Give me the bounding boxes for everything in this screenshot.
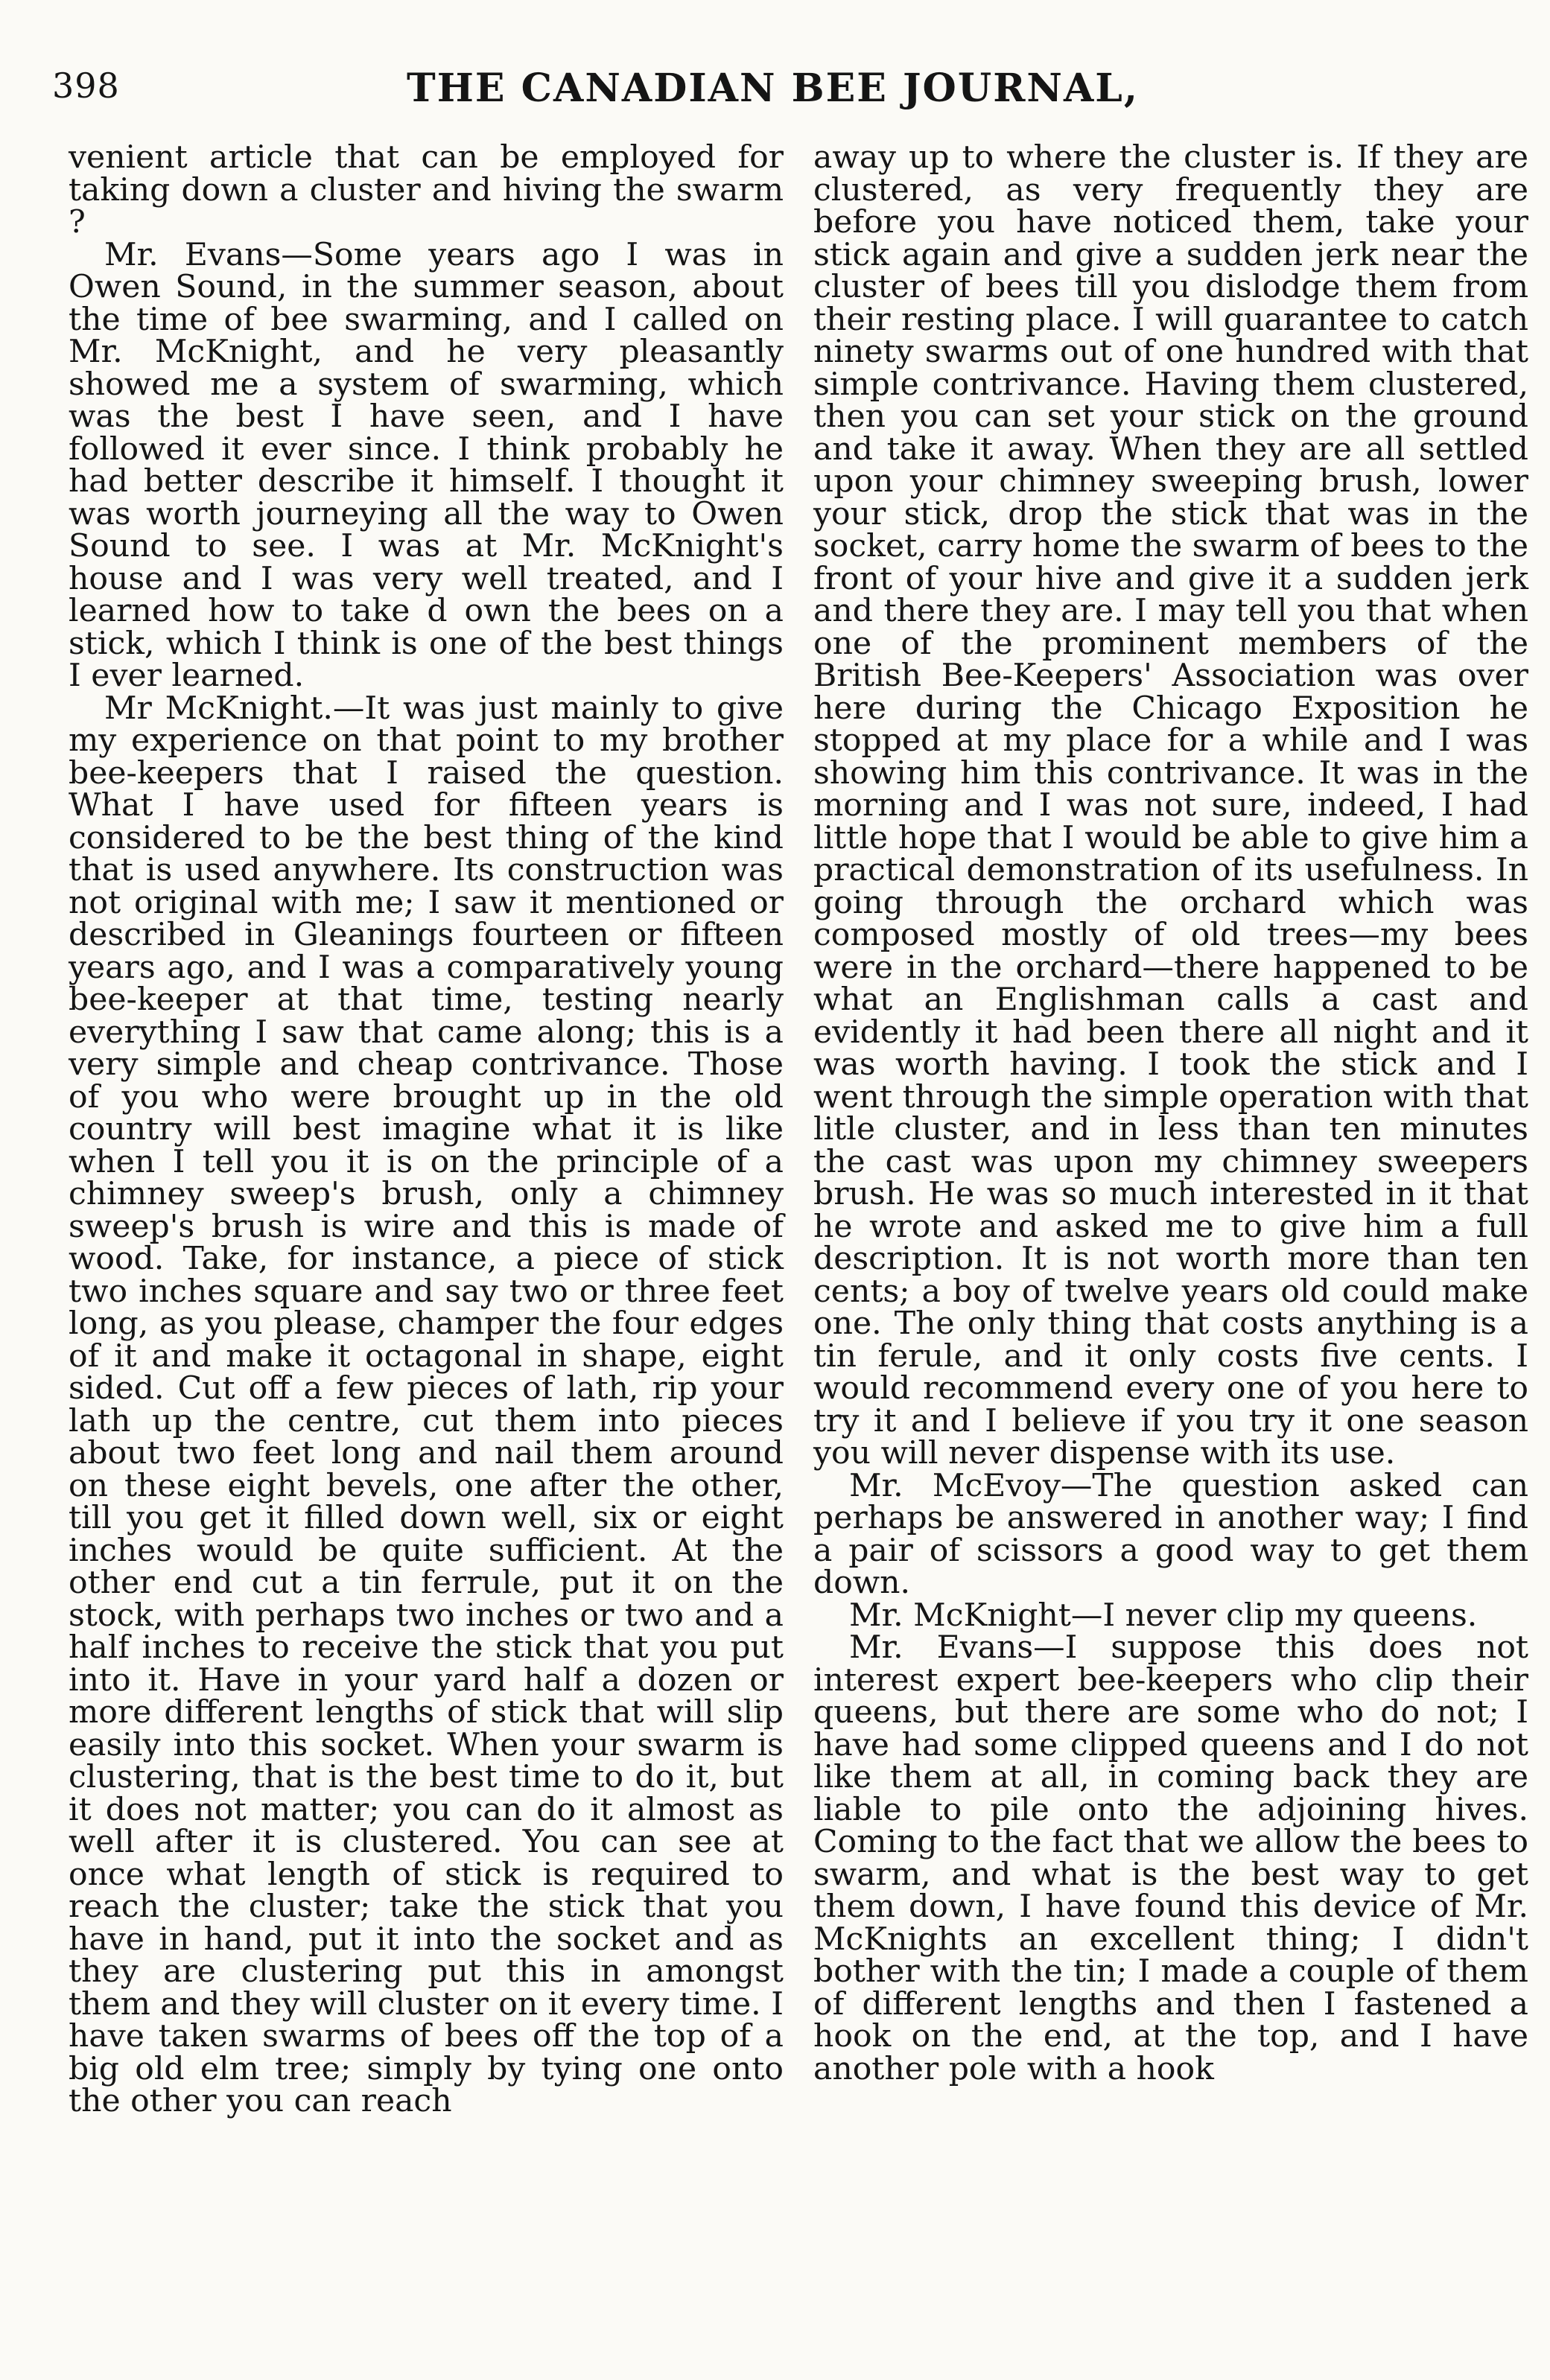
paragraph: Mr. Evans—Some years ago I was in Owen Sound, in the summer season, about the time of bee swarming, and I called on Mr. McKnight, and he very pleasantly showed me a system of swarming, which was the best I have seen, and I have followed it ever since. I think probably he had better describe it himself. I thought it was worth journeying all the way to Owen Sound to see. I was at Mr. McKnight's house and I was very well treated, and I learned how to take d own the bees on a stick, which I think is one of the best things I ever learned. <box>69 236 784 694</box>
paragraph: Mr McKnight.—It was just mainly to give my experience on that point to my brother bee-keepers that I raised the question. What I have used for fifteen years is considered to be the best thing of the kind that is used anywhere. Its construction was not original with me; I saw it mentioned or described in Gleanings fourteen or fifteen years ago, and I was a comparatively young bee-keeper at that time, testing nearly everything I saw that came along; this is a very simple and cheap contrivance. Those of you who were brought up in the old country will best imagine what it is like when I tell you it is on the principle of a chimney sweep's brush, only a chimney sweep's brush is wire and this is made of wood. Take, for instance, a piece of stick two inches square and say two or three feet long, as you please, champer the four edges of it and make it octagonal in shape, eight sided. Cut off a few pieces of lath, rip your lath up the centre, cut them into pieces about two feet long and nail them around on these eight bevels, one after the other, till you get it filled down well, six or eight inches would be quite sufficient. At the other end cut a tin ferrule, put it on the stock, with perhaps two inches or two and a half inches to receive the stick that you put into it. Have in your yard half a dozen or more different lengths of stick that will slip easily into this socket. When your swarm is clustering, that is the best time to do it, but it does not matter; you can do it almost as well after it is clustered. You can see at once what length of stick is required to reach the cluster; take the stick that you have in hand, put it into the socket and as they are clustering put this in amongst them and they will cluster on it every time. I have taken swarms of bees off the top of a big old elm tree; simply by tying one onto the other you can reach <box>69 690 784 2119</box>
page-header <box>52 66 1493 118</box>
journal-title: THE CANADIAN BEE JOURNAL, <box>407 66 1139 111</box>
paragraph: Mr. McKnight—I never clip my queens. <box>849 1597 1478 1634</box>
paragraph: venient article that can be employed for taking down a cluster and hiving the swarm ? <box>69 139 784 241</box>
page-number: 398 <box>52 66 120 106</box>
paragraph: Mr. Evans—I suppose this does not interest expert bee-keepers who clip their queens, but there are some who do not; I have had some clipped queens and I do not like them at all, in coming back they are liable to pile onto the adjoining hives. Coming to the fact that we allow the bees to swarm, and what is the best way to get them down, I have found this device of Mr. McKnights an excellent thing; I didn't bother with the tin; I made a couple of them of different lengths and then I fastened a hook on the end, at the top, and I have another pole with a hook <box>813 1629 1528 2087</box>
right-column <box>813 141 1528 2085</box>
paragraph: Mr. McEvoy—The question asked can perhaps be answered in another way; I find a pair of scissors a good way to get them down. <box>813 1467 1528 1601</box>
paragraph: away up to where the cluster is. If they are clustered, as very frequently they are before you have noticed them, take your stick again and give a sudden jerk near the cluster of bees till you dislodge them from their resting place. I will guarantee to catch ninety swarms out of one hundred with that simple contrivance. Having them clustered, then you can set your stick on the ground and take it away. When they are all settled upon your chimney sweeping brush, lower your stick, drop the stick that was in the socket, carry home the swarm of bees to the front of your hive and give it a sudden jerk and there they are. I may tell you that when one of the prominent members of the British Bee-Keepers' Association was over here during the Chicago Exposition he stopped at my place for a while and I was showing him this contrivance. It was in the morning and I was not sure, indeed, I had little hope that I would be able to give him a practical demonstration of its usefulness. In going through the orchard which was composed mostly of old trees—my bees were in the orchard—there happened to be what an Englishman calls a cast and evidently it had been there all night and it was worth having. I took the stick and I went through the simple operation with that litle cluster, and in less than ten minutes the cast was upon my chimney sweepers brush. He was so much interested in it that he wrote and asked me to give him a full description. It is not worth more than ten cents; a boy of twelve years old could make one. The only thing that costs anything is a tin ferule, and it only costs five cents. I would recommend every one of you here to try it and I believe if you try it one season you will never dispense with its use. <box>813 139 1528 1471</box>
left-column <box>69 141 784 2118</box>
